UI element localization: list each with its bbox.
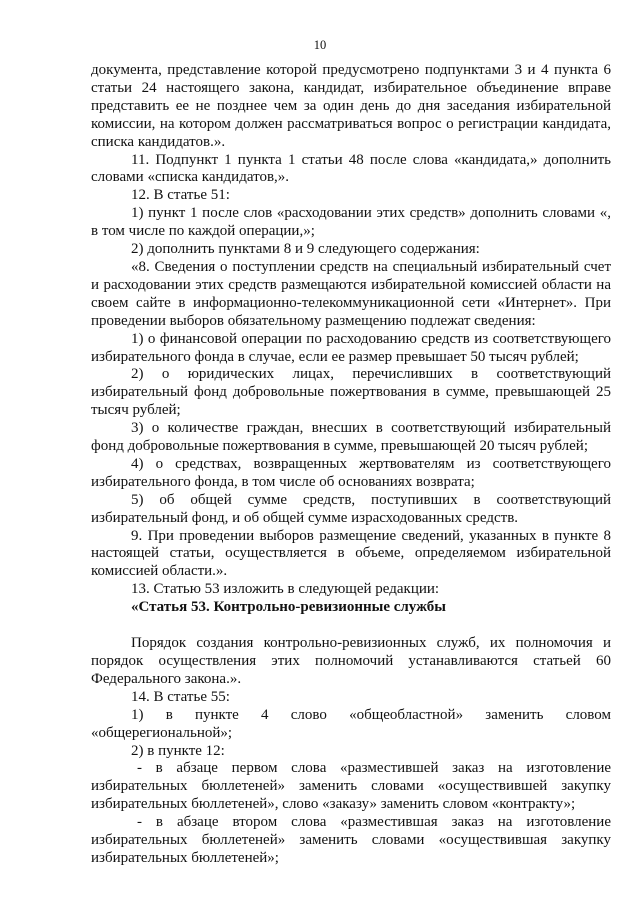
paragraph-point-8-item-1: 1) о финансовой операции по расходованию средств из соответствующего избирательного фонда в случае, если ее размер превышает 50 тысяч рублей; [91, 330, 611, 365]
paragraph-subitem-2: 2) дополнить пунктами 8 и 9 следующего содержания: [131, 241, 480, 258]
page-number: 10 [313, 38, 327, 52]
paragraph-point-9: 9. При проведении выборов размещение сведений, указанных в пункте 8 настоящей статьи, осуществляется в объеме, определяемом избирательной комиссией области.». [91, 527, 611, 580]
paragraph-point-8-item-5: 5) об общей сумме средств, поступивших в соответствующий избирательный фонд, и об общей сумме израсходованных средств. [91, 491, 611, 526]
paragraph-point-8-item-3: 3) о количестве граждан, внесших в соответствующий избирательный фонд добровольные пожертвования в сумме, превышающей 20 тысяч рублей; [91, 420, 611, 455]
paragraph-article-53-body: Порядок создания контрольно-ревизионных служб, их полномочия и порядок осуществления этих полномочий устанавливаются статьей 60 Федерального закона.». [91, 635, 611, 687]
paragraph-spacer [91, 617, 611, 635]
paragraph-item-14-sub-1: 1) в пункте 4 слово «общеобластной» заменить словом «общерегиональной»; [91, 706, 611, 741]
article-53-heading: «Статья 53. Контрольно-ревизионные службы [131, 599, 446, 616]
document-body [91, 62, 611, 868]
paragraph-continuation: документа, представление которой предусмотрено подпунктами 3 и 4 пункта 6 статьи 24 настоящего закона, кандидат, избирательное объединение вправе представить ее не позднее чем за один день до дня заседания избирательной комиссии, на котором должен рассматриваться вопрос о регистрации кандидата, списка кандидатов.». [91, 62, 611, 150]
paragraph-dash-item-2: - в абзаце втором слова «разместившая заказ на изготовление избирательных бюллетеней» заменить словами «осуществившая закупку избирательных бюллетеней»; [91, 814, 611, 866]
paragraph-subitem-1: 1) пункт 1 после слов «расходовании этих средств» дополнить словами «, в том числе по каждой операции,»; [91, 205, 611, 240]
paragraph-point-8-item-2: 2) о юридических лицах, перечисливших в соответствующий избирательный фонд добровольные пожертвования в сумме, превышающей 25 тысяч рублей; [91, 366, 611, 419]
paragraph-item-12: 12. В статье 51: [131, 187, 230, 204]
paragraph-item-13: 13. Статью 53 изложить в следующей редакции: [131, 581, 440, 598]
paragraph-dash-item-1: - в абзаце первом слова «разместившей заказ на изготовление избирательных бюллетеней» заменить словами «осуществившей закупку избирательных бюллетеней», слово «заказу» заменить словом «контракту»; [91, 760, 611, 813]
paragraph-point-8-item-4: 4) о средствах, возвращенных жертвователям из соответствующего избирательного фонда, в том числе об основаниях возврата; [91, 455, 611, 490]
paragraph-item-14-sub-2: 2) в пункте 12: [131, 742, 225, 759]
paragraph-item-14: 14. В статье 55: [131, 688, 230, 705]
paragraph-point-8: «8. Сведения о поступлении средств на специальный избирательный счет и расходовании этих средств размещаются избирательной комиссией области на своем сайте в информационно-телекоммуникационной сети «Интернет». При проведении выборов обязательному размещению подлежат сведения: [91, 258, 611, 329]
paragraph-item-11: 11. Подпункт 1 пункта 1 статьи 48 после слова «кандидата,» дополнить словами «списка кандидатов,». [91, 151, 611, 186]
